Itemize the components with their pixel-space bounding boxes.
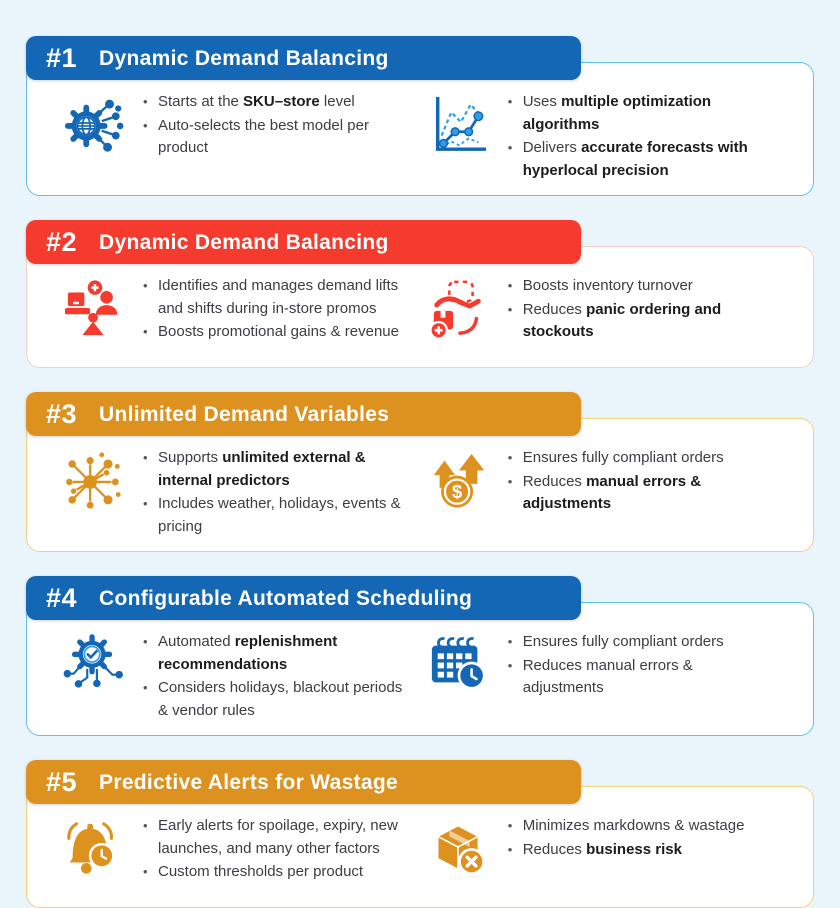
promo-demand-icon xyxy=(63,277,125,339)
bullet-list xyxy=(141,275,403,345)
bullet-list xyxy=(141,815,403,885)
section-number: #4 xyxy=(46,582,78,613)
feature-card xyxy=(26,62,814,196)
section-title: Predictive Alerts for Wastage xyxy=(99,770,398,794)
section-4 xyxy=(26,576,814,736)
card-column-left xyxy=(43,91,408,183)
globe-gear-network-icon xyxy=(63,93,125,155)
feature-card xyxy=(26,786,814,908)
card-column-right xyxy=(408,275,795,355)
section-number: #2 xyxy=(46,226,78,257)
bullet-item: • Delivers accurate forecasts with hyperlocal precision xyxy=(506,137,768,182)
section-1 xyxy=(26,36,814,196)
section-5 xyxy=(26,760,814,908)
section-header xyxy=(26,36,581,80)
network-burst-icon xyxy=(63,449,125,511)
feature-card xyxy=(26,602,814,736)
calendar-clock-icon xyxy=(428,633,490,695)
feature-card xyxy=(26,246,814,368)
card-column-right xyxy=(408,91,795,183)
bullet-item: • Ensures fully compliant orders xyxy=(506,631,768,654)
svg-text:$: $ xyxy=(451,480,462,502)
section-header xyxy=(26,576,581,620)
wastage-box-icon xyxy=(428,817,490,879)
section-title: Unlimited Demand Variables xyxy=(99,402,390,426)
card-column-left xyxy=(43,815,408,895)
bullet-item: • Early alerts for spoilage, expiry, new launches, and many other factors xyxy=(141,815,403,860)
card-column-left xyxy=(43,447,408,539)
dollar-growth-icon xyxy=(428,449,490,511)
bullet-item: • Boosts inventory turnover xyxy=(506,275,768,298)
section-title: Dynamic Demand Balancing xyxy=(99,46,389,70)
automation-gear-icon xyxy=(63,633,125,695)
section-title: Dynamic Demand Balancing xyxy=(99,230,389,254)
bullet-item: • Ensures fully compliant orders xyxy=(506,447,768,470)
card-column-left xyxy=(43,275,408,355)
card-column-left xyxy=(43,631,408,723)
bullet-list xyxy=(141,447,403,539)
section-3 xyxy=(26,392,814,552)
card-column-right xyxy=(408,631,795,723)
section-number: #5 xyxy=(46,766,78,797)
alert-bell-icon xyxy=(63,817,125,879)
bullet-item: • Starts at the SKU–store level xyxy=(141,91,403,114)
bullet-item: • Auto-selects the best model per product xyxy=(141,115,403,160)
bullet-list xyxy=(506,275,768,345)
bullet-item: • Includes weather, holidays, events & pricing xyxy=(141,493,403,538)
bullet-list xyxy=(506,91,768,183)
card-column-right xyxy=(408,447,795,539)
bullet-item: • Reduces manual errors & adjustments xyxy=(506,471,768,516)
bullet-item: • Custom thresholds per product xyxy=(141,861,403,884)
bullet-list xyxy=(506,815,745,862)
section-header xyxy=(26,760,581,804)
bullet-item: • Considers holidays, blackout periods & vendor rules xyxy=(141,677,403,722)
section-number: #1 xyxy=(46,42,78,73)
bullet-item: • Uses multiple optimization algorithms xyxy=(506,91,768,136)
bullet-item: • Reduces panic ordering and stockouts xyxy=(506,299,768,344)
section-2 xyxy=(26,220,814,368)
bullet-list xyxy=(506,447,768,517)
bullet-item: • Automated replenishment recommendations xyxy=(141,631,403,676)
section-title: Configurable Automated Scheduling xyxy=(99,586,473,610)
bullet-list xyxy=(506,631,768,701)
bullet-item: • Supports unlimited external & internal predictors xyxy=(141,447,403,492)
section-number: #3 xyxy=(46,398,78,429)
card-column-right xyxy=(408,815,795,895)
bullet-item: • Reduces business risk xyxy=(506,839,745,862)
feature-card xyxy=(26,418,814,552)
section-header xyxy=(26,220,581,264)
bullet-list xyxy=(141,91,403,161)
bullet-item: • Boosts promotional gains & revenue xyxy=(141,321,403,344)
bullet-item: • Reduces manual errors & adjustments xyxy=(506,655,768,700)
forecast-chart-icon xyxy=(428,93,490,155)
section-header xyxy=(26,392,581,436)
bullet-list xyxy=(141,631,403,723)
bullet-item: • Identifies and manages demand lifts and shifts during in-store promos xyxy=(141,275,403,320)
inventory-hand-icon xyxy=(428,277,490,339)
bullet-item: • Minimizes markdowns & wastage xyxy=(506,815,745,838)
